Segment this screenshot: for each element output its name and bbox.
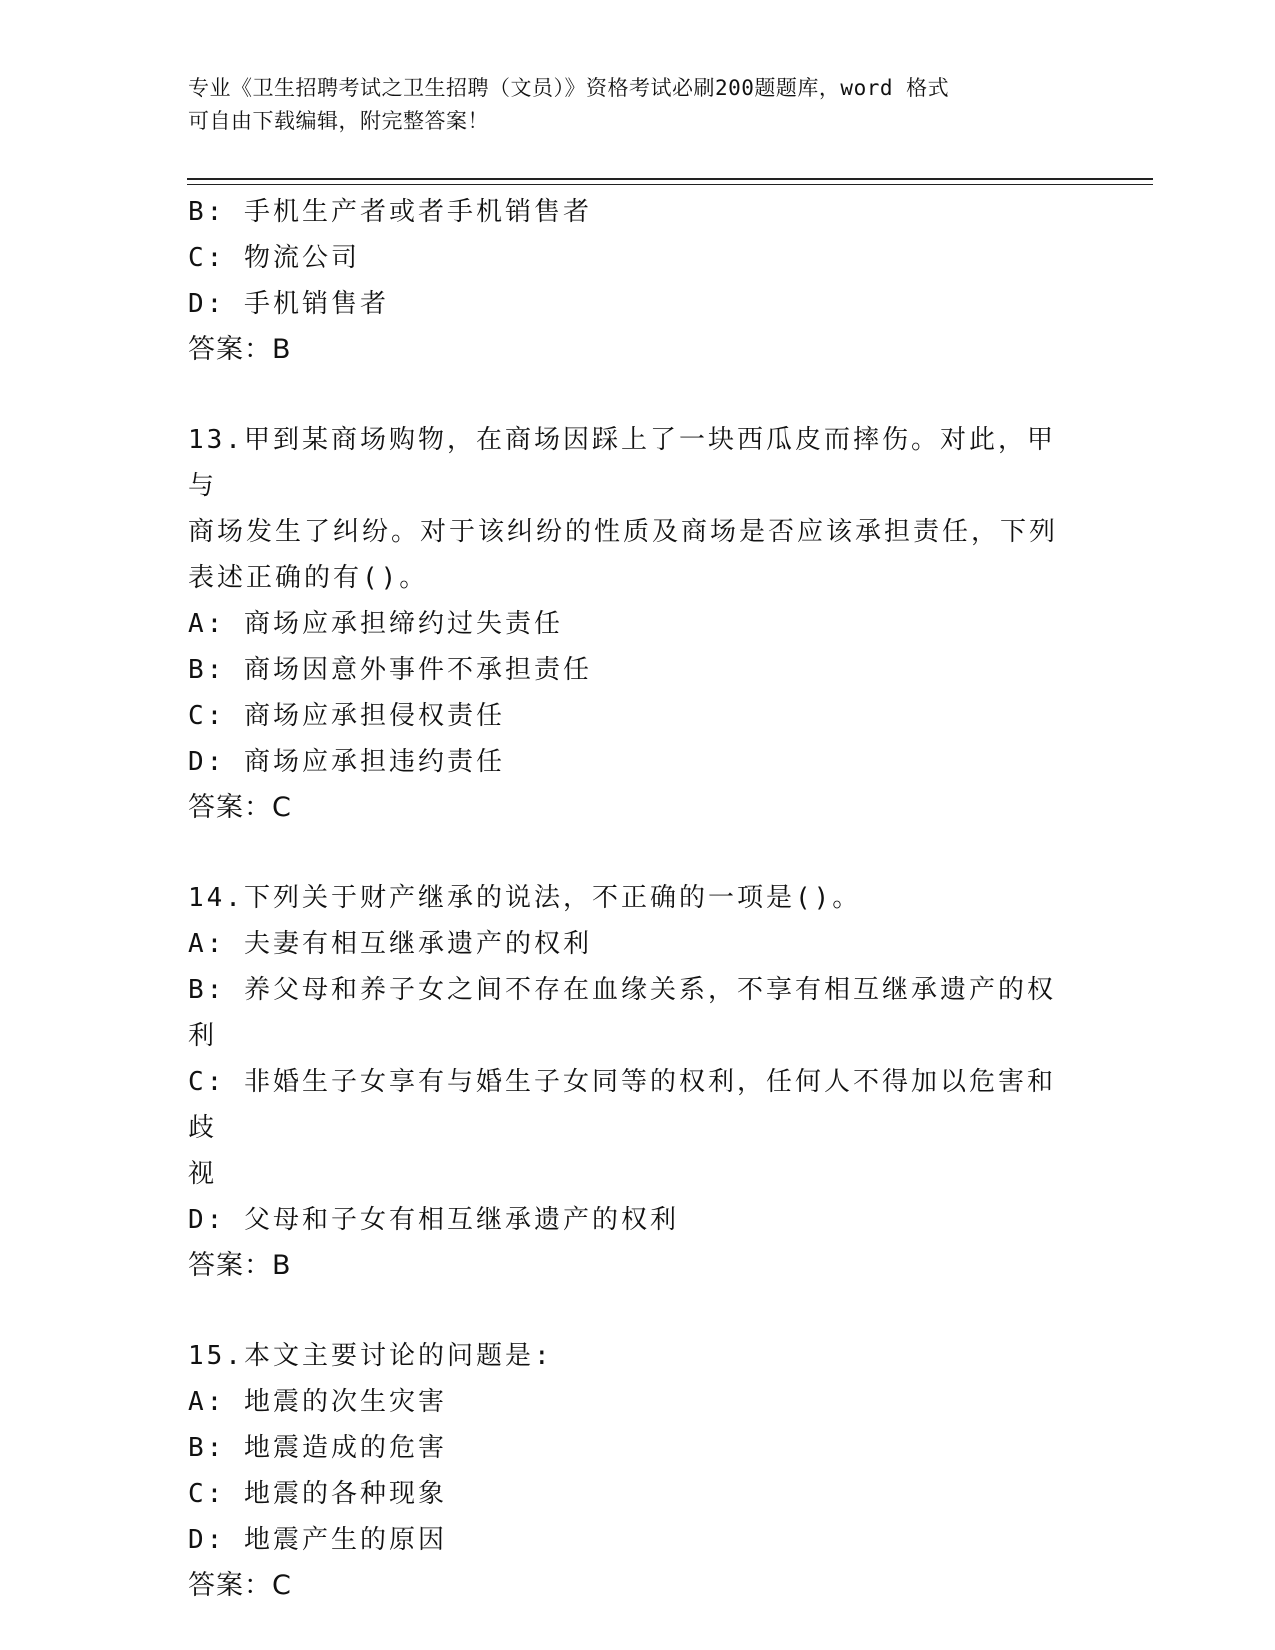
answer-label: 答案：C [188, 1570, 292, 1601]
question-stem: 表述正确的有()。 [188, 563, 429, 593]
question-14 [188, 875, 1078, 1289]
question-13 [188, 417, 1078, 831]
spacer [188, 373, 1078, 417]
option-c: C: 商场应承担侵权责任 [188, 701, 505, 731]
option-a: A: 商场应承担缔约过失责任 [188, 609, 563, 639]
option-b: B: 养父母和养子女之间不存在血缘关系，不享有相互继承遗产的权利 [188, 975, 1056, 1051]
option-c: C: 地震的各种现象 [188, 1479, 447, 1509]
answer-label: 答案：B [188, 1250, 292, 1281]
option-c: C: 物流公司 [188, 243, 360, 273]
spacer [188, 1289, 1078, 1333]
option-c: C: 非婚生子女享有与婚生子女同等的权利，任何人不得加以危害和歧 [188, 1067, 1056, 1143]
option-c-continued: 视 [188, 1159, 218, 1189]
option-a: A: 地震的次生灾害 [188, 1387, 447, 1417]
answer-label: 答案：B [188, 334, 292, 365]
question-stem: 14.下列关于财产继承的说法，不正确的一项是()。 [188, 883, 862, 913]
question-stem: 13.甲到某商场购物，在商场因踩上了一块西瓜皮而摔伤。对此，甲与 [188, 425, 1056, 501]
option-d: D: 手机销售者 [188, 289, 389, 319]
option-d: D: 父母和子女有相互继承遗产的权利 [188, 1205, 679, 1235]
option-b: B: 地震造成的危害 [188, 1433, 447, 1463]
document-body [188, 189, 1078, 1609]
spacer [188, 831, 1078, 875]
header-line-2: 可自由下载编辑，附完整答案！ [188, 109, 489, 133]
question-stem: 商场发生了纠纷。对于该纠纷的性质及商场是否应该承担责任，下列 [188, 517, 1059, 547]
question-12-remaining-options [188, 189, 1078, 373]
option-a: A: 夫妻有相互继承遗产的权利 [188, 929, 592, 959]
header-line-1: 专业《卫生招聘考试之卫生招聘（文员）》资格考试必刷200题题库，word 格式 [188, 76, 950, 100]
option-d: D: 地震产生的原因 [188, 1525, 447, 1555]
option-b: B: 商场因意外事件不承担责任 [188, 655, 592, 685]
document-header [188, 72, 1068, 138]
option-d: D: 商场应承担违约责任 [188, 747, 505, 777]
answer-label: 答案：C [188, 792, 292, 823]
header-divider-thin [187, 184, 1153, 185]
question-15 [188, 1333, 1078, 1609]
question-stem: 15.本文主要讨论的问题是: [188, 1341, 553, 1371]
option-b: B: 手机生产者或者手机销售者 [188, 197, 592, 227]
header-divider-thick [187, 178, 1153, 180]
